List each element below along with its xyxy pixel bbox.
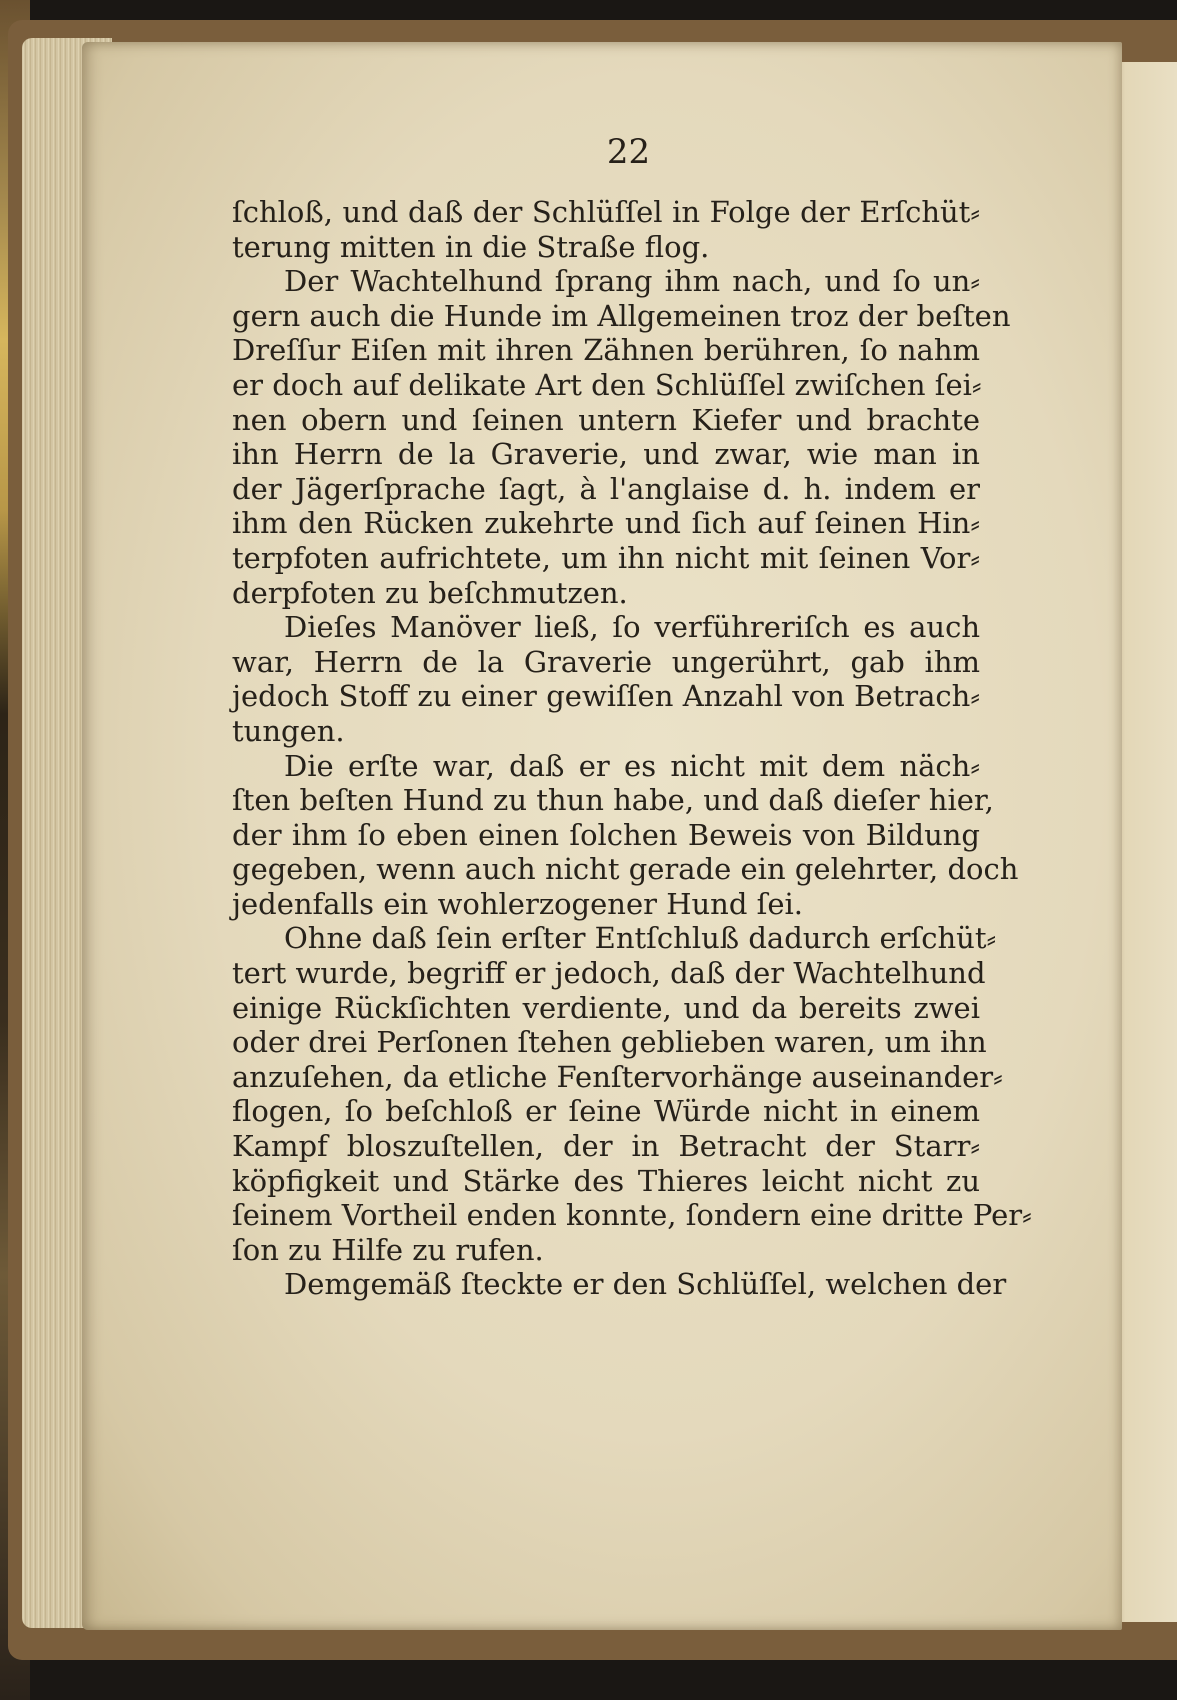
text-line: war, Herrn de la Graverie ungerührt, gab ihm (232, 644, 980, 679)
text-line: nen obern und ſeinen untern Kiefer und brachte (232, 402, 980, 437)
text-line: ſeinem Vortheil enden konnte, ſondern eine dritte Per⸗ (232, 1198, 1032, 1233)
text-line: ihn Herrn de la Graverie, und zwar, wie man in (232, 437, 980, 472)
body-text (232, 195, 1032, 1302)
text-line: tert wurde, begriff er jedoch, daß der Wachtelhund (232, 956, 986, 991)
page-number: 22 (606, 132, 651, 172)
text-line: der Jägerſprache ſagt, à l'anglaise d. h. indem er (232, 471, 980, 506)
text-line: Dieſes Manöver ließ, ſo verführeriſch es auch (284, 610, 980, 645)
text-line: Die erſte war, daß er es nicht mit dem näch⸗ (284, 748, 980, 783)
text-line: gern auch die Hunde im Allgemeinen troz der beſten (232, 298, 1011, 333)
text-line: Demgemäß ſteckte er den Schlüſſel, welchen der (284, 1267, 1007, 1302)
text-line: flogen, ſo beſchloß er ſeine Würde nicht in einem (232, 1094, 980, 1129)
text-line: einige Rückſichten verdiente, und da bereits zwei (232, 990, 980, 1025)
text-line: terung mitten in die Straße flog. (232, 229, 710, 264)
text-line: terpfoten aufrichtete, um ihn nicht mit ſeinen Vor⸗ (232, 540, 980, 575)
text-line: Der Wachtelhund ſprang ihm nach, und ſo un⸗ (284, 264, 980, 299)
text-line: tungen. (232, 713, 345, 748)
text-line: gegeben, wenn auch nicht gerade ein gelehrter, doch (232, 852, 1019, 887)
text-line: Dreſſur Eiſen mit ihren Zähnen berühren, ſo nahm (232, 333, 980, 368)
text-line: derpfoten zu beſchmutzen. (232, 575, 628, 610)
text-line: jedoch Stoff zu einer gewiſſen Anzahl von Betrach⸗ (232, 679, 980, 714)
text-line: der ihm ſo eben einen ſolchen Beweis von Bildung (232, 817, 980, 852)
text-line: oder drei Perſonen ſtehen geblieben waren, um ihn (232, 1025, 987, 1060)
text-line: Kampf bloszuſtellen, der in Betracht der Starr⸗ (232, 1129, 980, 1164)
text-line: anzuſehen, da etliche Fenſtervorhänge auseinander⸗ (232, 1059, 1003, 1094)
text-line: Ohne daß ſein erſter Entſchluß dadurch erſchüt⸗ (284, 921, 997, 956)
text-line: köpfigkeit und Stärke des Thieres leicht nicht zu (232, 1163, 980, 1198)
text-line: ſten beſten Hund zu thun habe, und daß dieſer hier, (232, 783, 994, 818)
text-line: ſon zu Hilfe zu rufen. (232, 1232, 544, 1267)
text-line: ſchloß, und daß der Schlüſſel in Folge der Erſchüt⸗ (232, 195, 980, 229)
text-line: ihm den Rücken zukehrte und ſich auf ſeinen Hin⸗ (232, 506, 980, 541)
text-line: er doch auf delikate Art den Schlüſſel zwiſchen ſei⸗ (232, 367, 982, 402)
text-line: jedenfalls ein wohlerzogener Hund ſei. (232, 886, 804, 921)
